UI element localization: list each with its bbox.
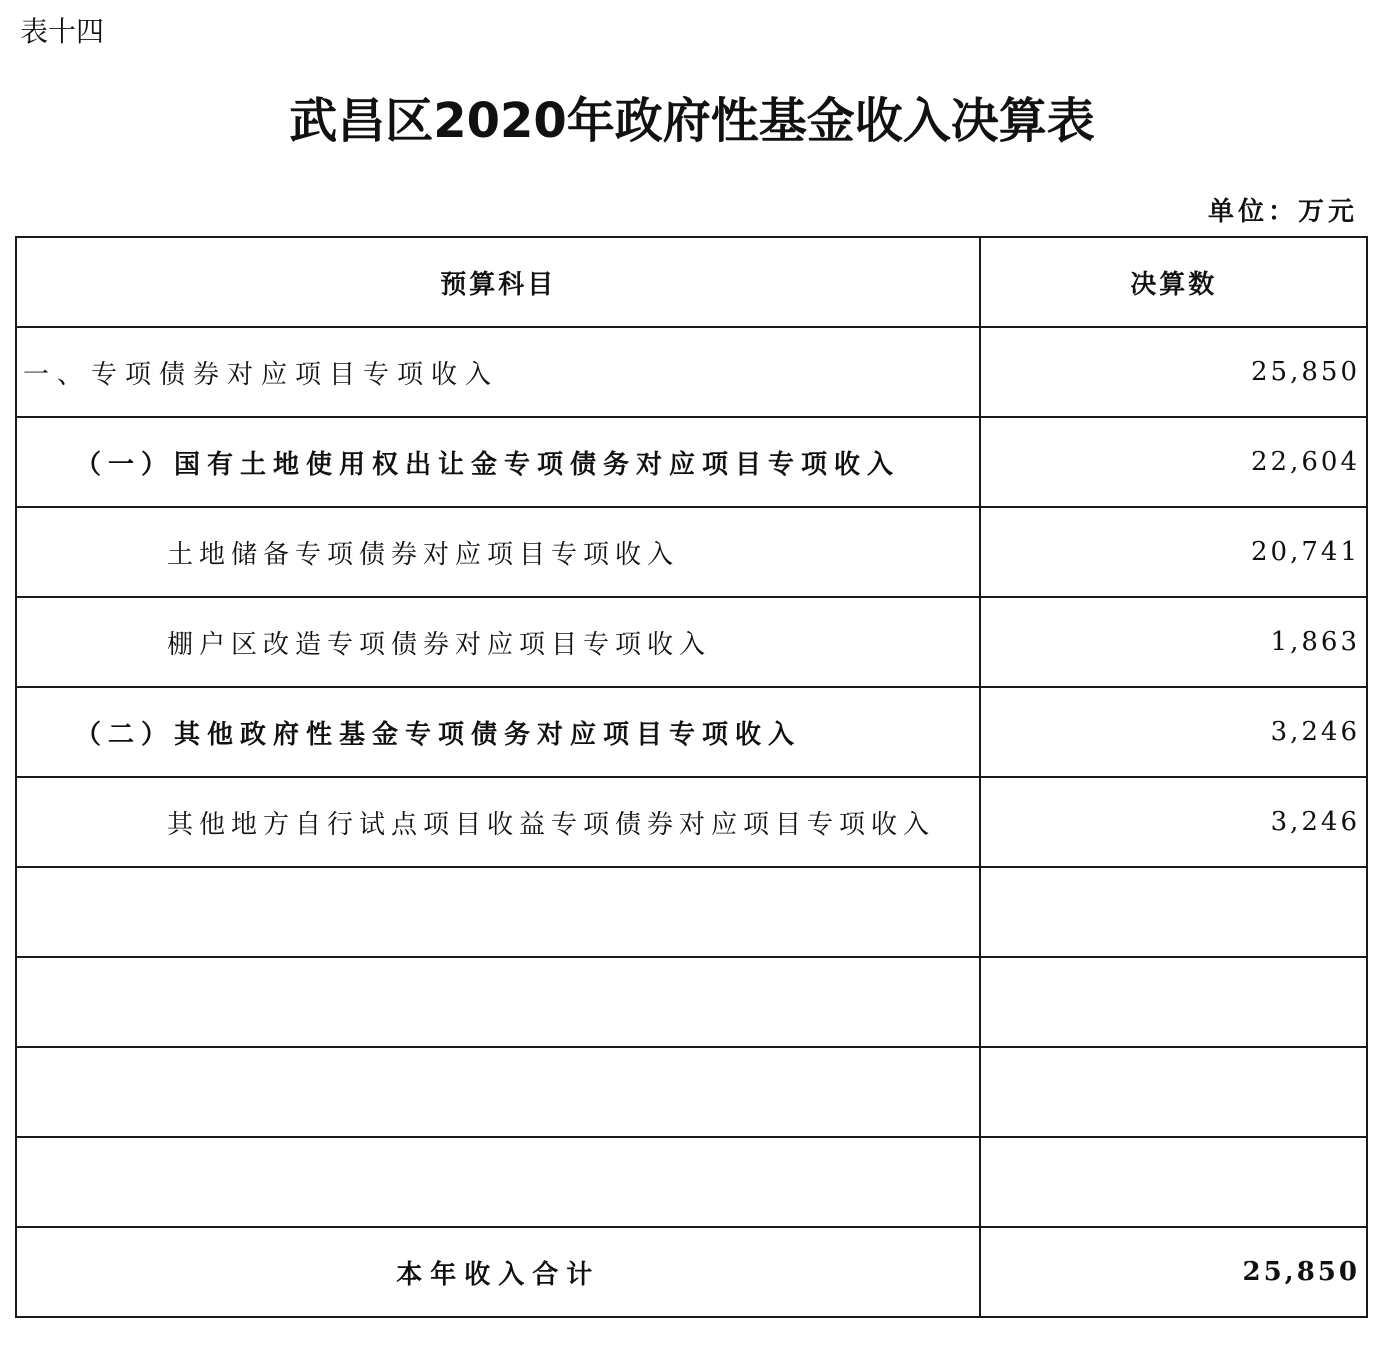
- row-label: 土地储备专项债券对应项目专项收入: [16, 507, 980, 597]
- table-row: [16, 597, 1367, 687]
- row-value: 22,604: [980, 417, 1367, 507]
- table-row: [16, 777, 1367, 867]
- empty-cell: [980, 1047, 1367, 1137]
- empty-row: [16, 1137, 1367, 1227]
- total-label: 本年收入合计: [16, 1227, 980, 1317]
- document-title: 武昌区2020年政府性基金收入决算表: [289, 93, 1095, 149]
- row-value: 3,246: [980, 687, 1367, 777]
- empty-cell: [16, 1047, 980, 1137]
- table-row: [16, 417, 1367, 507]
- header-row: [16, 237, 1367, 327]
- empty-cell: [980, 1137, 1367, 1227]
- empty-row: [16, 1047, 1367, 1137]
- table-row: [16, 687, 1367, 777]
- row-label: （一）国有土地使用权出让金专项债务对应项目专项收入: [16, 417, 980, 507]
- empty-cell: [16, 1137, 980, 1227]
- row-value: 1,863: [980, 597, 1367, 687]
- row-value: 20,741: [980, 507, 1367, 597]
- header-item: 预算科目: [16, 237, 980, 327]
- row-label: （二）其他政府性基金专项债务对应项目专项收入: [16, 687, 980, 777]
- row-value: 25,850: [980, 327, 1367, 417]
- row-value: 3,246: [980, 777, 1367, 867]
- table-row: [16, 327, 1367, 417]
- empty-cell: [980, 867, 1367, 957]
- empty-row: [16, 957, 1367, 1047]
- row-label: 其他地方自行试点项目收益专项债券对应项目专项收入: [16, 777, 980, 867]
- empty-cell: [16, 957, 980, 1047]
- budget-table: [15, 236, 1368, 1318]
- empty-cell: [980, 957, 1367, 1047]
- header-value: 决算数: [980, 237, 1367, 327]
- row-label: 棚户区改造专项债券对应项目专项收入: [16, 597, 980, 687]
- total-row: [16, 1227, 1367, 1317]
- table-row: [16, 507, 1367, 597]
- row-label: 一、专项债券对应项目专项收入: [16, 327, 980, 417]
- unit-label: 单位：万元: [1207, 197, 1358, 227]
- total-value: 25,850: [980, 1227, 1367, 1317]
- empty-row: [16, 867, 1367, 957]
- table-number-label: 表十四: [20, 15, 105, 48]
- empty-cell: [16, 867, 980, 957]
